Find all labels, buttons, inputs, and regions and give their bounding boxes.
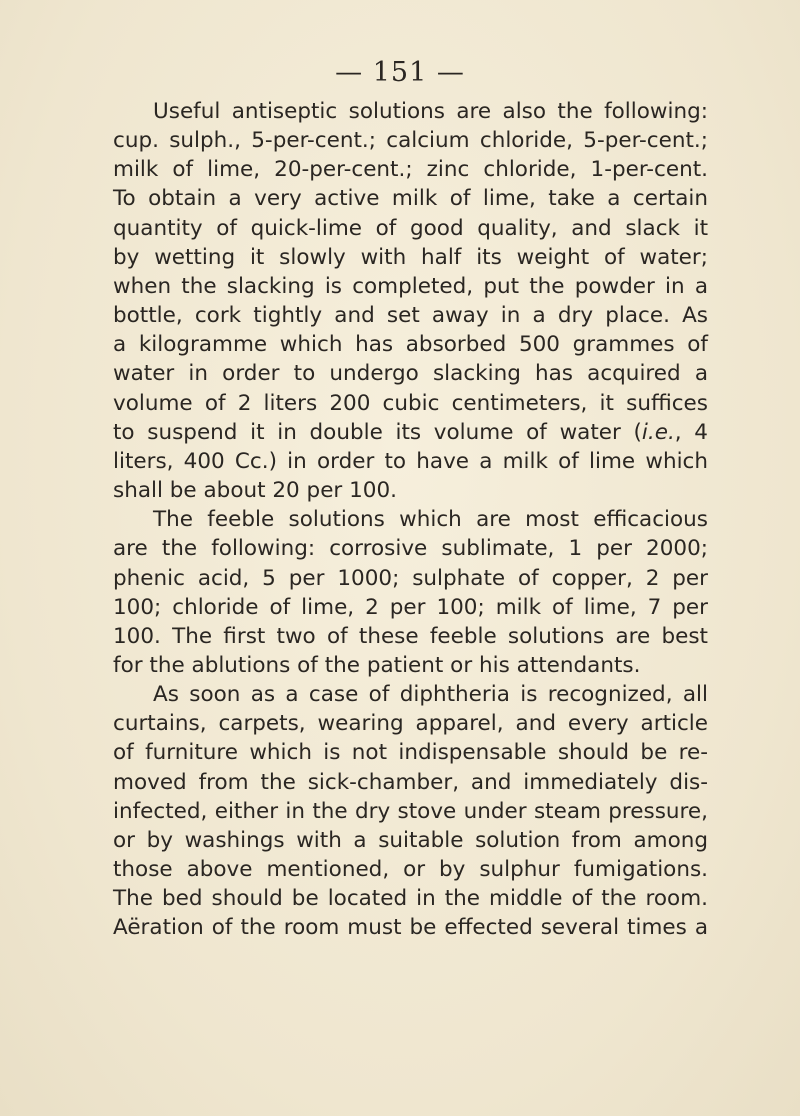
text-line: moved from the sick-chamber, and immediately dis-	[113, 769, 708, 795]
text-line: Useful antiseptic solutions are also the following:	[153, 99, 708, 124]
text-line: shall be about 20 per 100.	[113, 478, 397, 504]
text-line: for the ablutions of the patient or his attendants.	[113, 652, 641, 678]
text-line: The bed should be located in the middle of the room.	[113, 886, 708, 912]
text-line: 100; chloride of lime, 2 per 100; milk of lime, 7 per	[113, 594, 708, 620]
page-number: — 151 —	[335, 57, 465, 88]
text-line: a kilogramme which has absorbed 500 grammes of	[113, 332, 708, 358]
text-line: To obtain a very active milk of lime, take a certain	[113, 186, 708, 212]
text-line: infected, either in the dry stove under steam pressure,	[113, 798, 708, 824]
text-line: water in order to undergo slacking has acquired a	[113, 361, 708, 387]
text-line: volume of 2 liters 200 cubic centimeters, it suffices	[113, 390, 708, 416]
text-line: or by washings with a suitable solution from among	[113, 827, 708, 853]
text-line: those above mentioned, or by sulphur fumigations.	[113, 857, 708, 883]
text-line: Aëration of the room must be effected several times a	[113, 915, 708, 941]
text-line: cup. sulph., 5-per-cent.; calcium chloride, 5-per-cent.;	[113, 128, 708, 154]
text-line: are the following: corrosive sublimate, 1 per 2000;	[113, 536, 708, 562]
text-line: milk of lime, 20-per-cent.; zinc chloride, 1-per-cent.	[113, 157, 708, 183]
text-line: As soon as a case of diphtheria is recognized, all	[153, 682, 708, 708]
text-line: curtains, carpets, wearing apparel, and every article	[113, 711, 708, 737]
text-line: of furniture which is not indispensable should be re-	[113, 740, 708, 766]
text-line: The feeble solutions which are most efficacious	[153, 507, 708, 533]
text-line: to suspend it in double its volume of water (i.e., 4	[113, 419, 708, 445]
text-line: bottle, cork tightly and set away in a dry place. As	[113, 303, 708, 329]
text-line: when the slacking is completed, put the powder in a	[113, 273, 708, 299]
text-line: 100. The first two of these feeble solutions are best	[113, 623, 708, 649]
text-line: quantity of quick-lime of good quality, and slack it	[113, 215, 708, 241]
text-line: by wetting it slowly with half its weight of water;	[113, 244, 708, 270]
body-text	[113, 97, 708, 943]
text-line: liters, 400 Cc.) in order to have a milk of lime which	[113, 448, 708, 474]
text-line: phenic acid, 5 per 1000; sulphate of copper, 2 per	[113, 565, 708, 591]
